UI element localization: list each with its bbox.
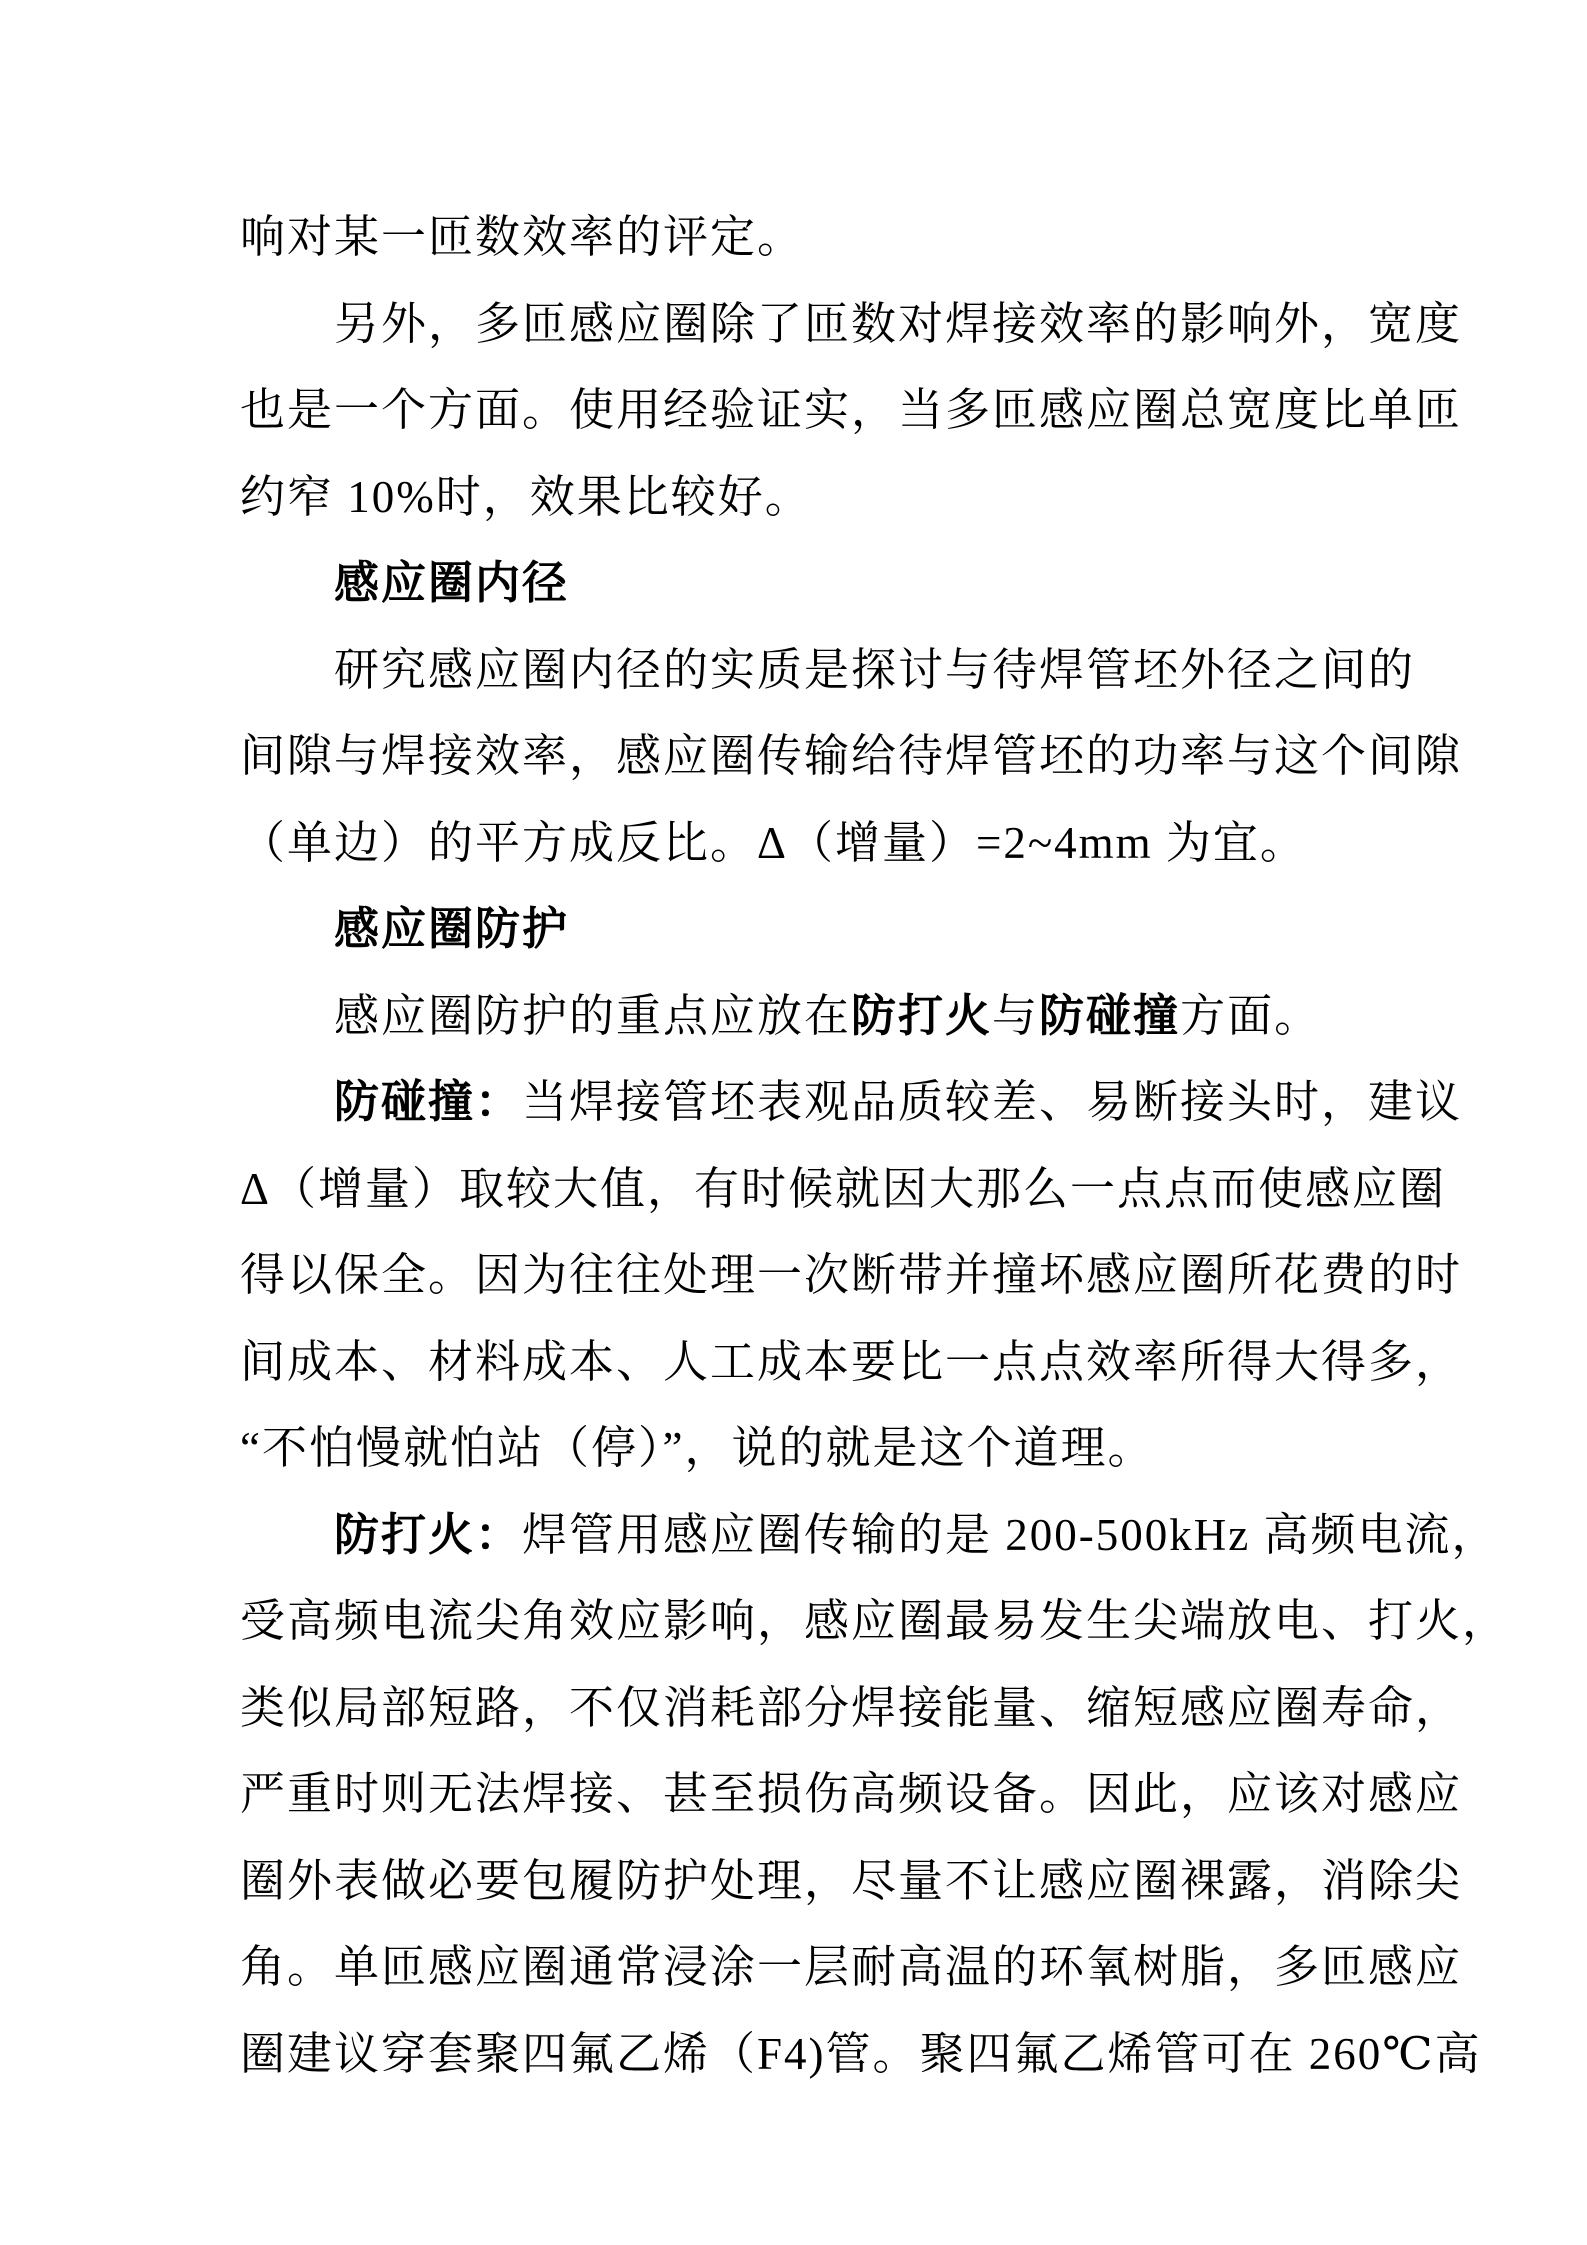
text-line <box>240 1146 1446 1233</box>
text-line <box>240 1838 1463 1925</box>
text-line <box>240 194 1370 281</box>
text-line <box>240 886 1370 973</box>
text-segment-bold: 防打火： <box>334 1509 523 1560</box>
text-segment-bold: 感应圈内径 <box>334 558 570 608</box>
text-line <box>240 713 1463 800</box>
text-segment: 圈外表做必要包履防护处理，尽量不让感应圈裸露，消除尖 <box>240 1855 1463 1906</box>
text-line <box>240 1492 1499 1579</box>
text-line <box>240 1665 1463 1752</box>
text-segment: 研究感应圈内径的实质是探讨与待焊管坯外径之间的 <box>334 644 1416 695</box>
text-segment: 严重时则无法焊接、甚至损伤高频设备。因此，应该对感应 <box>240 1769 1463 1819</box>
text-line <box>240 627 1416 714</box>
text-line <box>240 281 1463 368</box>
text-segment: “不怕慢就怕站（停）”，说的就是这个道理。 <box>240 1423 1155 1473</box>
text-segment-bold: 防碰撞 <box>1039 990 1181 1041</box>
text-line <box>240 1319 1463 1406</box>
text-segment: 得以保全。因为往往处理一次断带并撞坏感应圈所花费的时 <box>240 1250 1463 1300</box>
text-segment: 当焊接管坯表观品质较差、易断接头时，建议 <box>522 1077 1463 1127</box>
text-segment: 也是一个方面。使用经验证实，当多匝感应圈总宽度比单匝 <box>240 385 1463 435</box>
text-segment: 约窄 10%时，效果比较好。 <box>240 471 812 522</box>
text-segment: 受高频电流尖角效应影响，感应圈最易发生尖端放电、打火， <box>240 1596 1510 1646</box>
text-segment: 圈建议穿套聚四氟乙烯（F4)管。聚四氟乙烯管可在 260℃高 <box>240 2028 1482 2079</box>
text-line <box>240 540 1370 627</box>
text-line <box>240 1924 1463 2011</box>
text-line <box>240 973 1370 1060</box>
text-segment: 响对某一匝数效率的评定。 <box>240 212 805 262</box>
text-segment: 间隙与焊接效率，感应圈传输给待焊管坯的功率与这个间隙 <box>240 731 1463 781</box>
text-segment: Δ（增量）取较大值，有时候就因大那么一点点而使感应圈 <box>240 1163 1446 1214</box>
text-segment-bold: 感应圈防护 <box>334 904 570 954</box>
text-segment: 间成本、材料成本、人工成本要比一点点效率所得大得多， <box>240 1336 1463 1387</box>
text-line <box>240 1405 1370 1492</box>
text-line <box>240 1578 1510 1665</box>
text-line <box>240 1059 1463 1146</box>
text-line <box>240 2011 1482 2098</box>
document-text-body <box>240 194 1510 2097</box>
text-line <box>240 1232 1463 1319</box>
text-segment: （单边）的平方成反比。Δ（增量）=2~4mm 为宜。 <box>240 817 1307 868</box>
text-segment: 类似局部短路，不仅消耗部分焊接能量、缩短感应圈寿命， <box>240 1682 1463 1733</box>
text-segment-bold: 防碰撞： <box>334 1077 523 1127</box>
text-segment: 方面。 <box>1180 990 1322 1041</box>
text-segment: 另外，多匝感应圈除了匝数对焊接效率的影响外，宽度 <box>334 298 1463 349</box>
text-line <box>240 800 1370 887</box>
text-line <box>240 367 1463 454</box>
text-line <box>240 1751 1463 1838</box>
text-segment: 感应圈防护的重点应放在 <box>334 990 852 1041</box>
text-line <box>240 454 1370 541</box>
text-segment: 角。单匝感应圈通常浸涂一层耐高温的环氧树脂，多匝感应 <box>240 1942 1463 1992</box>
text-segment: 焊管用感应圈传输的是 200-500kHz 高频电流， <box>522 1509 1499 1560</box>
text-segment-bold: 防打火 <box>851 990 993 1041</box>
text-segment: 与 <box>992 990 1040 1041</box>
